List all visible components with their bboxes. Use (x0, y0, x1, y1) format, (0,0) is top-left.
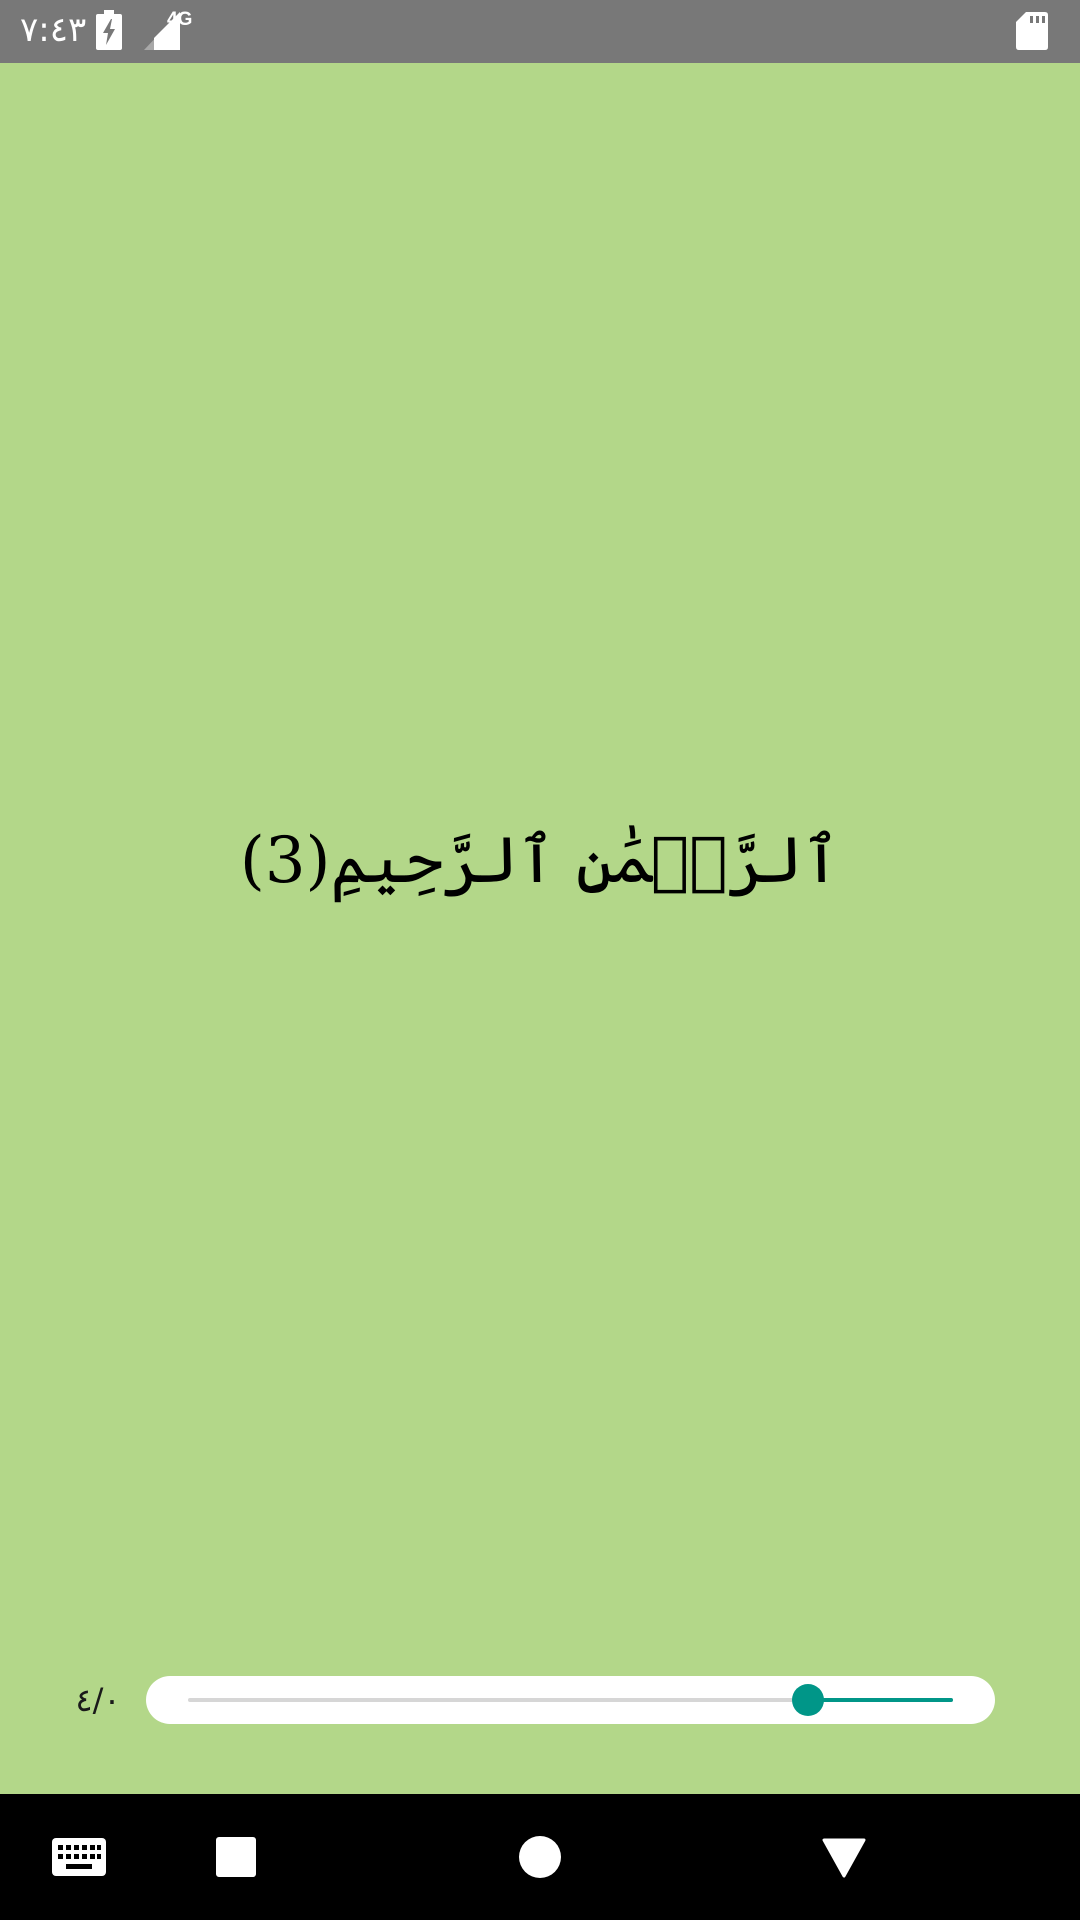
slider-active-track (808, 1698, 953, 1702)
verse-text: ٱلرَّحۡمَٰنِ ٱلرَّحِيمِ(3) (239, 823, 841, 898)
back-icon[interactable] (822, 1838, 866, 1882)
keyboard-icon[interactable] (52, 1838, 106, 1880)
battery-charging-icon (96, 10, 122, 54)
home-button[interactable] (519, 1836, 561, 1878)
recents-button[interactable] (216, 1837, 256, 1877)
sd-card-icon (1016, 12, 1048, 54)
status-time: ٧:٤٣ (20, 10, 87, 50)
network-type-label: 4G (167, 9, 193, 30)
navigation-bar (0, 1794, 1080, 1920)
slider-thumb[interactable] (792, 1684, 824, 1716)
slider-track[interactable] (188, 1698, 953, 1702)
page-slider[interactable] (146, 1676, 995, 1724)
verse-area (0, 790, 1080, 930)
page-counter: ٤/٠ (75, 1681, 121, 1719)
status-bar (0, 0, 1080, 63)
